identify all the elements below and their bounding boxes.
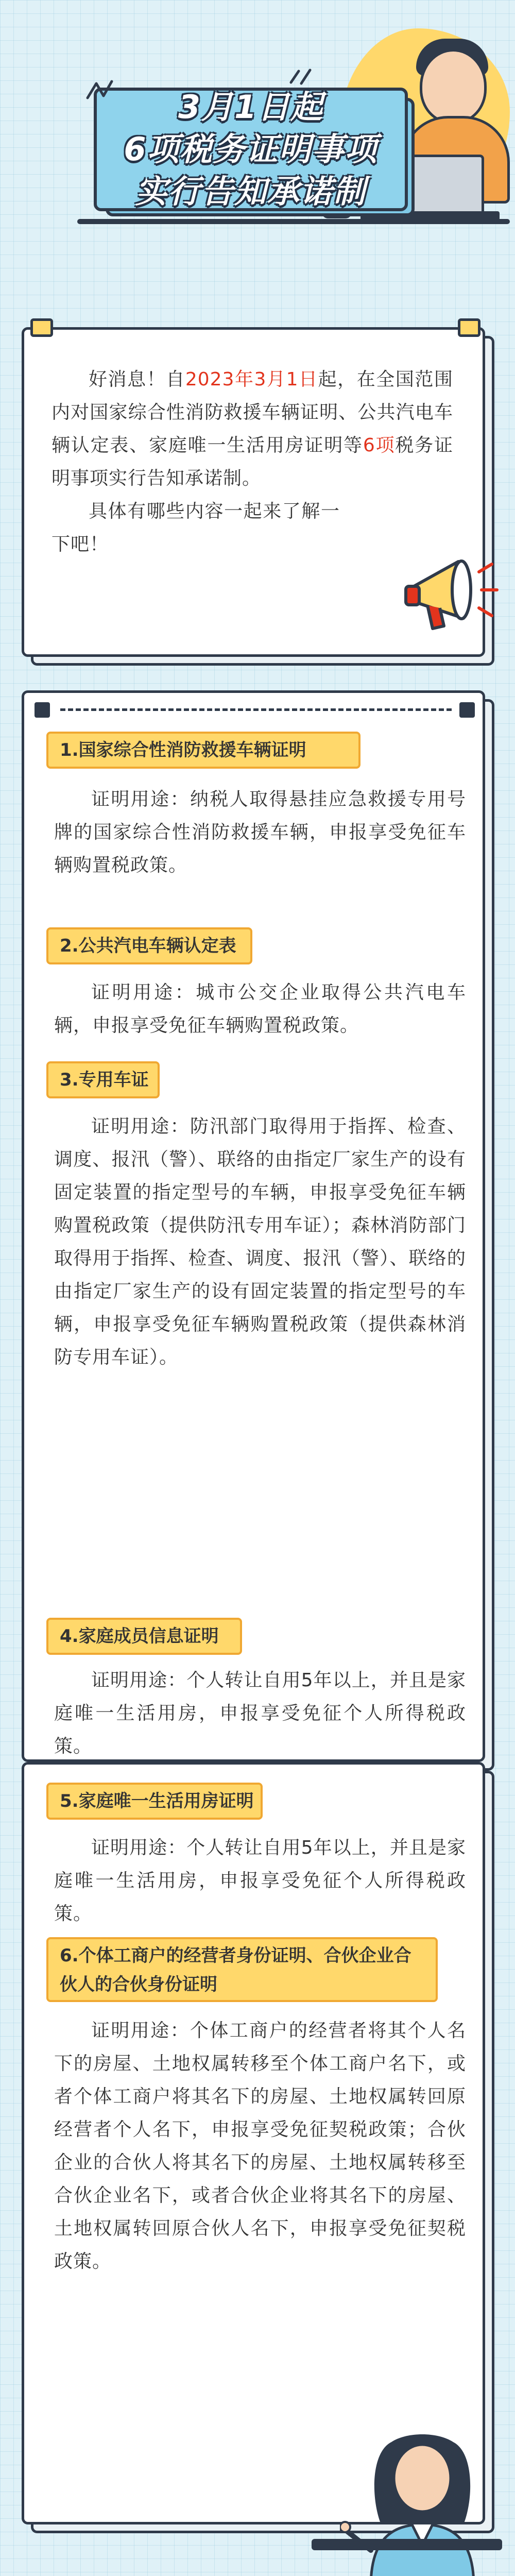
- section-4-body: [54, 1664, 466, 1763]
- section-5-body: [54, 1832, 466, 1930]
- header-banner: [0, 0, 515, 335]
- section-6-body: [54, 2014, 466, 2278]
- section-6-title: 6.个体工商户的经营者身份证明、合伙企业合伙人的合伙身份证明: [46, 1937, 438, 2002]
- card-pin: [35, 702, 50, 718]
- page-title-line2: 6项税务证明事项: [124, 130, 378, 168]
- book-stand: [312, 2539, 502, 2550]
- section-1-title: 1.国家综合性消防救援车辆证明: [46, 732, 360, 769]
- page-title-line1: 3月1日起: [178, 88, 324, 126]
- section-2-title: 2.公共汽电车辆认定表: [46, 927, 252, 964]
- section-1-text: 证明用途：纳税人取得悬挂应急救援专用号牌的国家综合性消防救援车辆，申报享受免征车辆购置税政策。: [54, 789, 466, 876]
- section-3-text: 证明用途：防汛部门取得用于指挥、检查、调度、报汛（警）、联络的由指定厂家生产的设有固定装置的指定型号的车辆，申报享受免征车辆购置税政策（提供防汛专用车证）；森林消防部门取得用于指挥、检查、调度、报汛（警）、联络的由指定厂家生产的设有固定装置的指定型号的车辆，申报享受免征车辆购置税政策（提供森林消防专用车证）。: [54, 1116, 466, 1368]
- section-4-title: 4.家庭成员信息证明: [46, 1618, 242, 1655]
- intro-suffix: 税务证明事项实行告知承诺制。: [52, 435, 453, 489]
- desk-line: [77, 219, 510, 224]
- card-tab: [30, 318, 53, 337]
- section-4-text: 证明用途：个人转让自用5年以上，并且是家庭唯一生活用房，申报享受免征个人所得税政策。: [54, 1670, 466, 1757]
- intro-paragraph: [52, 363, 453, 495]
- section-5-title: 5.家庭唯一生活用房证明: [46, 1783, 263, 1820]
- section-3-title: 3.专用车证: [46, 1061, 160, 1098]
- section-3-body: [54, 1110, 466, 1374]
- section-6-text: 证明用途：个体工商户的经营者将其个人名下的房屋、土地权属转移至个体工商户名下，或者个体工商户将其名下的房屋、土地权属转回原经营者个人名下，申报享受免征契税政策；合伙企业的合伙人将其名下的房屋、土地权属转移至合伙企业名下，或者合伙企业将其名下的房屋、土地权属转回原合伙人名下，申报享受免征契税政策。: [54, 2020, 466, 2272]
- section-5-text: 证明用途：个人转让自用5年以上，并且是家庭唯一生活用房，申报享受免征个人所得税政策。: [54, 1837, 466, 1924]
- dashed-divider: [60, 708, 452, 711]
- squiggle-icon: [85, 77, 121, 103]
- section-2-text: 证明用途：城市公交企业取得公共汽电车辆，申报享受免征车辆购置税政策。: [54, 982, 466, 1036]
- person-head: [420, 49, 487, 124]
- intro-date: 2023年3月1日: [185, 369, 318, 390]
- intro-text: [52, 363, 453, 561]
- card-tab: [458, 318, 480, 337]
- megaphone-icon: [397, 541, 500, 644]
- intro-paragraph-2: 具体有哪些内容一起来了解一下吧！: [52, 501, 340, 555]
- intro-middle: 起，在全国范围内对国家综合性消防救援车辆证明、公共汽电车辆认定表、家庭唯一生活用房证明等: [52, 369, 453, 456]
- sparkle-icon: [288, 67, 319, 88]
- card-pin: [459, 702, 475, 718]
- intro-prefix: 好消息！自: [89, 369, 185, 390]
- title-box: [94, 88, 408, 211]
- section-2-body: [54, 976, 466, 1042]
- page-title-line3: 实行告知承诺制: [135, 173, 366, 210]
- section-1-body: [54, 783, 466, 882]
- teacher-illustration: [340, 2421, 505, 2576]
- intro-count: 6项: [363, 435, 396, 456]
